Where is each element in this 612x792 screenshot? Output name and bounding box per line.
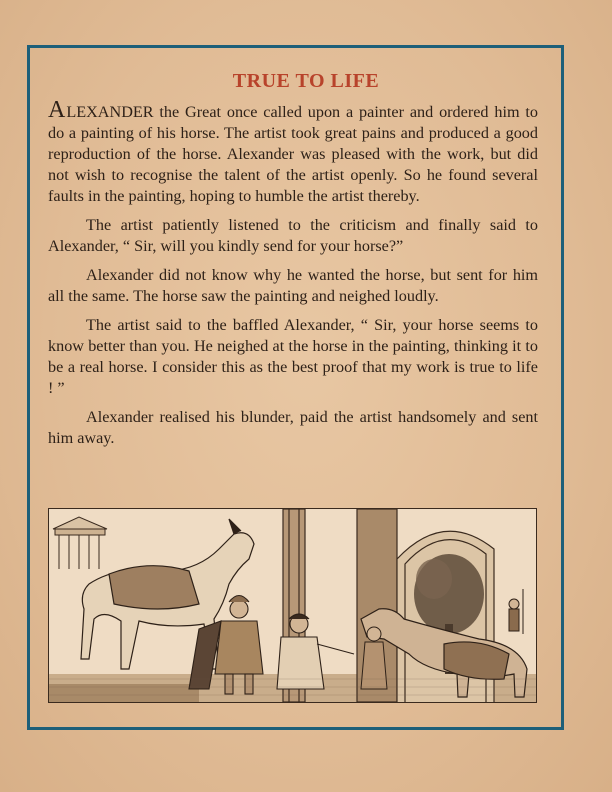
story-paragraph-5: Alexander realised his blunder, paid the artist handsomely and sent him away.: [48, 408, 538, 447]
story-paragraph-4: The artist said to the baffled Alexander, “ Sir, your horse seems to know better than you. He neighed at the horse in the painting, thinking it to be a real horse. I consider this as the best proof that my work is true to life ! ”: [48, 316, 538, 397]
story-paragraph-3: Alexander did not know why he wanted the horse, but sent for him all the same. The horse saw the painting and neighed loudly.: [48, 266, 538, 305]
story-illustration: [48, 508, 537, 703]
drop-cap-letter: A: [48, 97, 66, 123]
story-paragraph-1: [48, 97, 538, 207]
story-paragraph-2: The artist patiently listened to the criticism and finally said to Alexander, “ Sir, will you kindly send for your horse?”: [48, 216, 538, 255]
paragraph-1-text: LEXANDER the Great once called upon a painter and ordered him to do a painting of his horse. The artist took great pains and produced a good reproduction of the horse. Alexander was pleased with the work, but did not wish to recognise the talent of the artist openly. So he found several faults in the painting, hoping to humble the artist thereby.: [48, 103, 538, 205]
story-title: TRUE TO LIFE: [232, 70, 380, 92]
story-text: [48, 97, 538, 457]
